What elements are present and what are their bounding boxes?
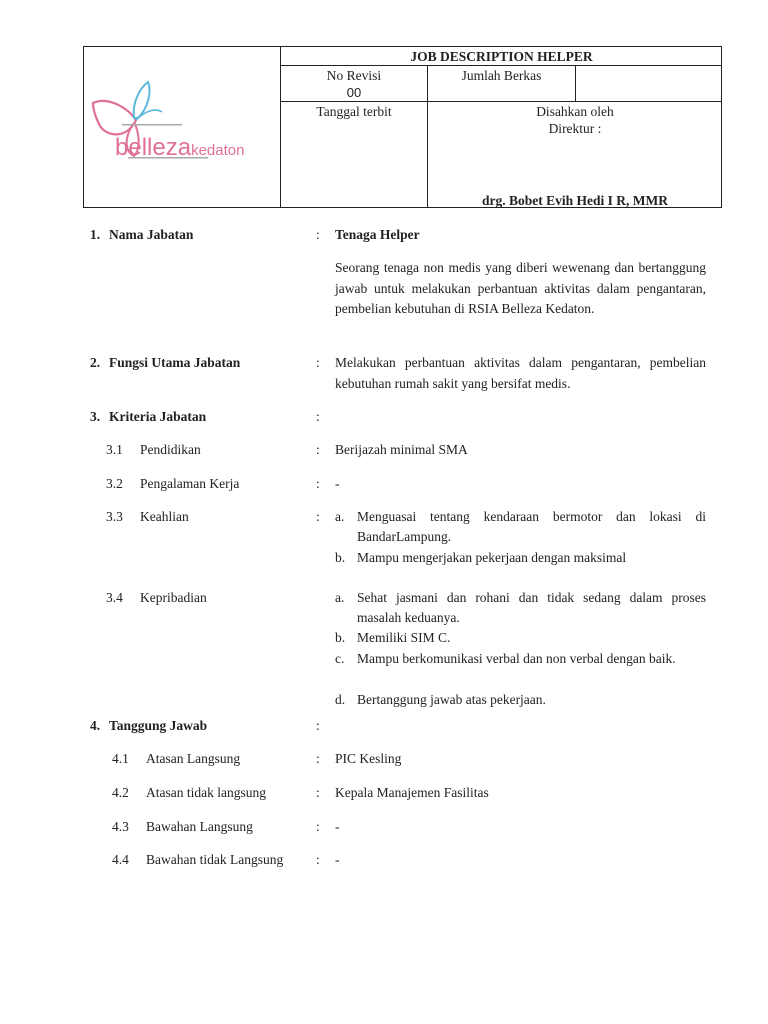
list-text: Menguasai tentang kendaraan bermotor dan lokasi di BandarLampung. bbox=[357, 509, 706, 544]
list-text: Bertanggung jawab atas pekerjaan. bbox=[357, 692, 546, 707]
list-marker: a. bbox=[335, 509, 345, 524]
item-4-4-number: 4.4 bbox=[112, 852, 129, 867]
list-marker: d. bbox=[335, 692, 346, 707]
section-1-description: Seorang tenaga non medis yang diberi wewenang dan bertanggung jawab untuk melakukan perbantuan aktivitas dalam pengantaran, pembelian kebutuhan di RSIA Belleza Kedaton. bbox=[335, 260, 706, 316]
item-4-3-colon: : bbox=[316, 819, 320, 834]
section-2-number: 2. bbox=[90, 355, 101, 370]
list-text: Sehat jasmani dan rohani dan tidak sedang dalam proses masalah keduanya. bbox=[357, 590, 706, 625]
item-3-3-number: 3.3 bbox=[106, 509, 123, 524]
logo-brand-sub: kedaton bbox=[191, 142, 245, 159]
tanggal-terbit-label: Tanggal terbit bbox=[316, 104, 392, 119]
item-4-2-label: Atasan tidak langsung bbox=[146, 785, 266, 800]
list-text: Memiliki SIM C. bbox=[357, 630, 451, 645]
item-4-4-colon: : bbox=[316, 852, 320, 867]
item-3-4-label: Kepribadian bbox=[140, 590, 207, 605]
item-4-1-colon: : bbox=[316, 751, 320, 766]
item-3-2-number: 3.2 bbox=[106, 476, 123, 491]
item-3-4-number: 3.4 bbox=[106, 590, 123, 605]
section-1-value: Tenaga Helper bbox=[335, 227, 420, 242]
list-text: Mampu berkomunikasi verbal dan non verbal dengan baik. bbox=[357, 651, 676, 666]
disahkan-label: Disahkan oleh bbox=[536, 104, 614, 119]
jumlah-berkas-label: Jumlah Berkas bbox=[461, 68, 542, 83]
section-4-colon: : bbox=[316, 718, 320, 733]
item-4-2-number: 4.2 bbox=[112, 785, 129, 800]
list-marker: a. bbox=[335, 590, 345, 605]
item-4-3-number: 4.3 bbox=[112, 819, 129, 834]
item-4-4-label: Bawahan tidak Langsung bbox=[146, 852, 284, 867]
section-2-value: Melakukan perbantuan aktivitas dalam pengantaran, pembelian kebutuhan rumah sakit yang bersifat medis. bbox=[335, 355, 706, 391]
section-1-colon: : bbox=[316, 227, 320, 242]
item-4-3-value: - bbox=[335, 819, 340, 834]
item-3-2-value: - bbox=[335, 476, 340, 491]
section-4-title: Tanggung Jawab bbox=[109, 718, 208, 733]
item-3-1-label: Pendidikan bbox=[140, 442, 201, 457]
header-divider-col3 bbox=[575, 65, 576, 101]
section-2-colon: : bbox=[316, 355, 320, 370]
header-divider-title bbox=[280, 65, 722, 66]
item-4-2-value: Kepala Manajemen Fasilitas bbox=[335, 785, 489, 800]
item-4-4-value: - bbox=[335, 852, 340, 867]
item-4-2-colon: : bbox=[316, 785, 320, 800]
list-marker: b. bbox=[335, 550, 346, 565]
no-revisi-value: 00 bbox=[346, 85, 362, 100]
direktur-label: Direktur : bbox=[548, 121, 602, 136]
list-text: Mampu mengerjakan pekerjaan dengan maksimal bbox=[357, 550, 627, 565]
item-3-3-colon: : bbox=[316, 509, 320, 524]
header-divider-revisi bbox=[280, 101, 722, 102]
list-marker: c. bbox=[335, 651, 345, 666]
logo-brand-main: belleza bbox=[115, 134, 192, 161]
section-4-number: 4. bbox=[90, 718, 101, 733]
item-4-1-value: PIC Kesling bbox=[335, 751, 402, 766]
item-4-1-number: 4.1 bbox=[112, 751, 129, 766]
list-marker: b. bbox=[335, 630, 346, 645]
item-3-2-colon: : bbox=[316, 476, 320, 491]
item-3-1-value: Berijazah minimal SMA bbox=[335, 442, 468, 457]
section-1-number: 1. bbox=[90, 227, 101, 242]
section-3-number: 3. bbox=[90, 409, 101, 424]
item-4-1-label: Atasan Langsung bbox=[146, 751, 241, 766]
item-4-3-label: Bawahan Langsung bbox=[146, 819, 253, 834]
item-3-1-colon: : bbox=[316, 442, 320, 457]
no-revisi-label: No Revisi bbox=[326, 68, 382, 83]
item-3-2-label: Pengalaman Kerja bbox=[140, 476, 240, 491]
item-3-3-label: Keahlian bbox=[140, 509, 189, 524]
section-1-title: Nama Jabatan bbox=[109, 227, 194, 242]
section-2-title: Fungsi Utama Jabatan bbox=[109, 355, 241, 370]
section-3-title: Kriteria Jabatan bbox=[109, 409, 207, 424]
signatory-name: drg. Bobet Evih Hedi I R, MMR bbox=[481, 193, 668, 208]
section-3-colon: : bbox=[316, 409, 320, 424]
logo-brand-text bbox=[115, 134, 244, 162]
document-title: JOB DESCRIPTION HELPER bbox=[410, 49, 593, 64]
item-3-1-number: 3.1 bbox=[106, 442, 123, 457]
